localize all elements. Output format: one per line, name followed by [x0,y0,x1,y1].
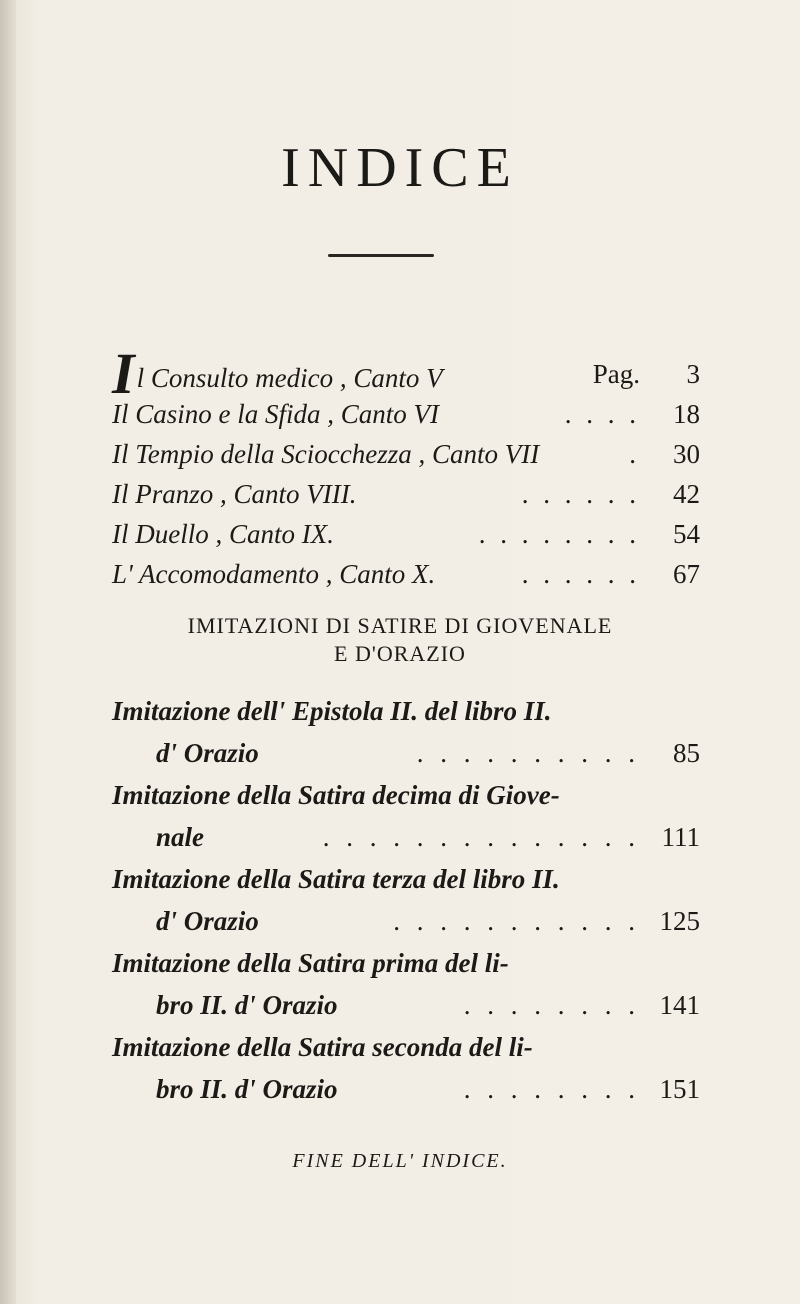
toc-entry [112,394,700,434]
leader-dots: . [629,439,640,469]
imitation-title: Imitazione della Satira seconda del li- [112,1032,533,1062]
imitation-title: Imitazione dell' Epistola II. del libro II. [112,696,552,726]
imitation-entry [112,942,700,1026]
toc-entry-page: 30 [673,439,700,469]
toc-entry-page: 18 [673,399,700,429]
imitation-entry [112,774,700,858]
toc-entry [112,434,700,474]
imitation-entry [112,690,700,774]
toc-entry-label: l Consulto medico , Canto V [136,363,443,393]
leader-dots: . . . . . . [521,559,640,589]
end-of-index: FINE DELL' INDICE. [292,1150,508,1172]
toc-entry-page: 54 [673,519,700,549]
toc-entry-label: Il Tempio della Sciocchezza , Canto VII [112,439,540,469]
imitation-entry [112,858,700,942]
imitation-title-cont: nale [156,822,205,852]
page-title: INDICE [281,137,519,199]
leader-dots: . . . . . . . . [463,990,640,1020]
imitation-page: 111 [661,822,700,852]
leader-dots: . . . . . . . . . . . . . . [322,822,640,852]
imitation-page: 85 [673,738,700,768]
imitation-page: 125 [659,906,700,936]
toc-entry-page: 3 [686,359,700,389]
imitation-title-cont: bro II. d' Orazio [156,1074,338,1104]
toc-entry-page: 42 [673,479,700,509]
toc-entry [112,341,700,406]
toc-entry-label: Il Casino e la Sfida , Canto VI [112,399,439,429]
section-heading-line1: IMITAZIONI DI SATIRE DI GIOVENALE [187,613,613,638]
leader-dots: . . . . . . . . [463,1074,640,1104]
imitation-title-cont: d' Orazio [156,906,259,936]
imitation-title: Imitazione della Satira decima di Giove- [112,780,560,810]
imitation-title: Imitazione della Satira prima del li- [112,948,509,978]
toc-entry-page: 67 [673,559,700,589]
toc-entry [112,474,700,514]
imitation-entry [112,1026,700,1110]
leader-dots: . . . . [564,399,640,429]
leader-dots: . . . . . . . . . . [416,738,640,768]
toc-entry-label: Il Duello , Canto IX. [112,519,334,549]
toc-entry-label: L' Accomodamento , Canto X. [112,559,436,589]
leader-dots: . . . . . . [521,479,640,509]
toc-entry [112,514,700,554]
section-heading-line2: E D'ORAZIO [334,641,466,666]
leader-dots: . . . . . . . . . . . [393,906,640,936]
imitation-title: Imitazione della Satira terza del libro II. [112,864,560,894]
title-rule [328,254,434,257]
imitation-page: 141 [659,990,700,1020]
toc-entry [112,554,700,594]
imitation-title-cont: bro II. d' Orazio [156,990,338,1020]
imitation-page: 151 [659,1074,700,1104]
imitation-title-cont: d' Orazio [156,738,259,768]
pag-label: Pag. [592,359,640,389]
leader-dots: . . . . . . . . [478,519,640,549]
toc-entry-label: Il Pranzo , Canto VIII. [112,479,357,509]
section-heading [0,612,800,668]
drop-cap: I [112,341,135,406]
